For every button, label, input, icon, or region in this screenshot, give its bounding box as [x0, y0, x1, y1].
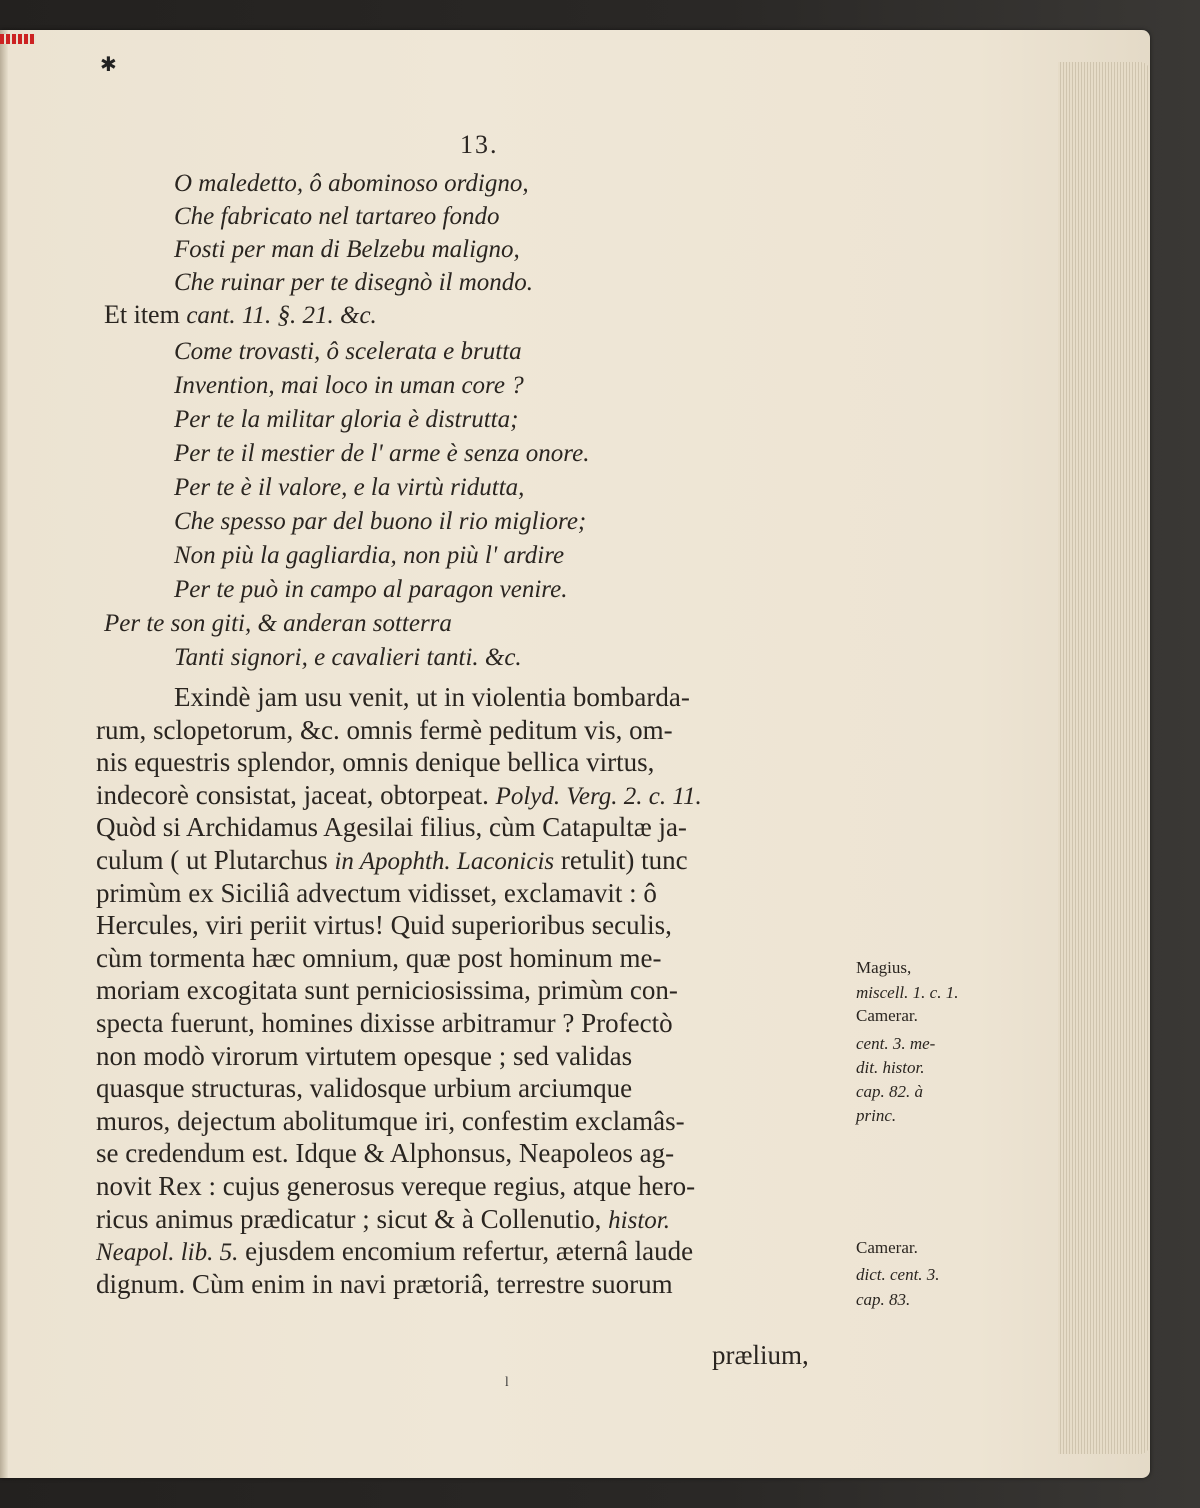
- citation-italic: in Apophth. Laconicis: [334, 848, 555, 875]
- prose-line: [96, 1041, 632, 1072]
- margin-note: Camerar.: [856, 1006, 918, 1025]
- verse-line: O maledetto, ô abominoso ordigno,: [174, 170, 529, 197]
- margin-note: dit. histor.: [856, 1058, 925, 1077]
- prose-text: Exindè jam usu venit, ut in violentia bombarda-: [174, 682, 690, 712]
- gutter-shadow: [0, 30, 8, 1478]
- citation-italic: histor.: [608, 1206, 671, 1234]
- prose-line: [96, 1171, 695, 1202]
- prose-line: [96, 878, 657, 909]
- margin-note: miscell. 1. c. 1.: [856, 983, 959, 1002]
- citation-prefix: Et item: [104, 300, 180, 329]
- prose-text: non modò virorum virtutem opesque ; sed validas: [96, 1040, 633, 1071]
- prose-text: nis equestris splendor, omnis denique bellica virtus,: [96, 747, 655, 778]
- prose-line: [96, 1106, 685, 1137]
- prose-line: [96, 1236, 693, 1267]
- prose-line: [96, 1204, 670, 1235]
- verse-line: Invention, mai loco in uman core ?: [174, 372, 524, 399]
- citation-italic: Polyd. Verg. 2. c. 11.: [495, 782, 702, 810]
- prose-line: [96, 812, 687, 843]
- margin-note: Camerar.: [856, 1238, 918, 1257]
- margin-note: princ.: [856, 1106, 897, 1125]
- prose-line: [96, 910, 672, 941]
- prose-text: retulit) tunc: [554, 845, 688, 875]
- verse-line: Che ruinar per te disegnò il mondo.: [174, 269, 534, 296]
- prose-line: [96, 845, 688, 876]
- citation-ref: cant. 11. §. 21. &c.: [186, 302, 377, 329]
- ink-speck: ✱: [100, 54, 117, 76]
- prose-line: [96, 780, 702, 811]
- prose-text: novit Rex : cujus generosus vereque regius, atque hero-: [96, 1171, 696, 1201]
- prose-line: [174, 682, 690, 713]
- prose-text: moriam excogitata sunt perniciosissima, primùm con-: [96, 975, 678, 1006]
- prose-line: [96, 747, 654, 778]
- prose-line: [96, 1073, 632, 1104]
- verse-line: Per te la militar gloria è distrutta;: [174, 406, 519, 433]
- citation-line: [104, 300, 377, 330]
- margin-note: cap. 83.: [856, 1290, 911, 1309]
- prose-line: [96, 715, 673, 746]
- page-edges: [1058, 62, 1150, 1454]
- prose-text: se credendum est. Idque & Alphonsus, Neapoleos ag-: [96, 1138, 675, 1169]
- prose-text: ejusdem encomium refertur, æternâ laude: [238, 1236, 694, 1267]
- margin-note: dict. cent. 3.: [856, 1265, 940, 1284]
- prose-line: [96, 1008, 673, 1039]
- verse-line: Che fabricato nel tartareo fondo: [174, 203, 500, 230]
- prose-line: [96, 975, 678, 1006]
- verse-line: Tanti signori, e cavalieri tanti. &c.: [174, 644, 522, 671]
- prose-text: rum, sclopetorum, &c. omnis fermè peditum vis, om-: [96, 714, 673, 745]
- prose-line: [96, 943, 661, 974]
- prose-text: dignum. Cùm enim in navi prætoriâ, terrestre suorum: [96, 1268, 673, 1299]
- verse-line: Per te il mestier de l' arme è senza onore.: [174, 440, 590, 467]
- verse-line: Fosti per man di Belzebu maligno,: [174, 236, 520, 263]
- prose-line: [96, 1269, 673, 1300]
- verse-line: Come trovasti, ô scelerata e brutta: [174, 338, 522, 365]
- verse-line: Che spesso par del buono il rio migliore;: [174, 508, 587, 535]
- prose-text: muros, dejectum abolitumque iri, confestim exclamâs-: [96, 1105, 685, 1136]
- printer-mark: ˡ: [505, 1372, 509, 1397]
- citation-italic: Neapol. lib. 5.: [96, 1239, 239, 1267]
- prose-text: primùm ex Siciliâ advectum vidisset, exclamavit : ô: [96, 877, 657, 908]
- prose-text: Hercules, viri periit virtus! Quid superioribus seculis,: [96, 910, 672, 941]
- prose-text: indecorè consistat, jaceat, obtorpeat.: [96, 779, 496, 810]
- page-number: 13.: [460, 130, 499, 159]
- prose-text: cùm tormenta hæc omnium, quæ post hominum me-: [96, 942, 662, 973]
- verse-line: Non più la gagliardia, non più l' ardire: [174, 542, 565, 569]
- catchword: prælium,: [712, 1340, 809, 1370]
- prose-text: Quòd si Archidamus Agesilai filius, cùm Catapultæ ja-: [96, 812, 687, 843]
- verse-line: Per te può in campo al paragon venire.: [174, 576, 568, 603]
- margin-note: cap. 82. à: [856, 1082, 924, 1101]
- prose-text: culum ( ut Plutarchus: [96, 845, 335, 875]
- prose-text: specta fuerunt, homines dixisse arbitramur ? Profectò: [96, 1008, 673, 1038]
- margin-note: Magius,: [856, 958, 912, 977]
- verse-line: Per te è il valore, e la virtù ridutta,: [174, 474, 525, 501]
- prose-line: [96, 1138, 674, 1169]
- bookmark-ribbon: [0, 34, 36, 44]
- margin-note: cent. 3. me-: [856, 1034, 936, 1053]
- prose-text: ricus animus prædicatur ; sicut & à Collenutio,: [96, 1203, 609, 1234]
- prose-text: quasque structuras, validosque urbium arciumque: [96, 1073, 633, 1104]
- verse-line: Per te son giti, & anderan sotterra: [104, 610, 452, 637]
